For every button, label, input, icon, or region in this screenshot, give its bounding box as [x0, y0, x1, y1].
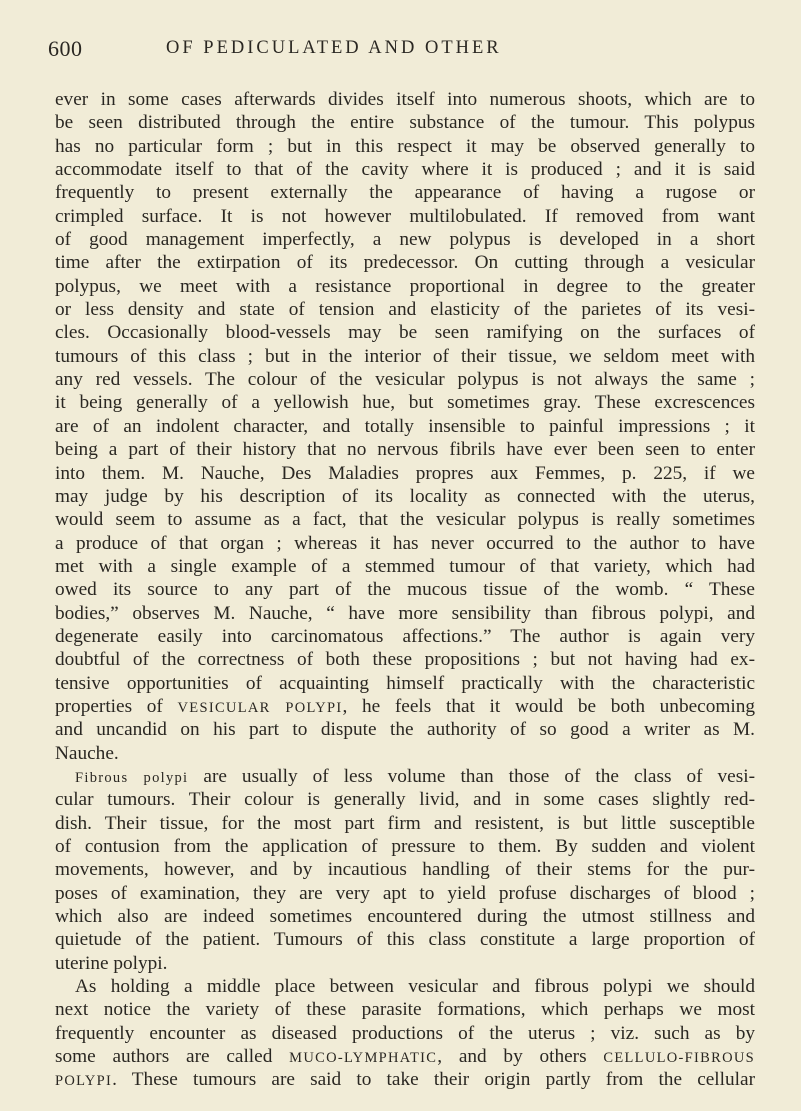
text-line [55, 882, 755, 905]
text-segment: cular tumours. Their colour is generally livid, and in some cases slightly red- [55, 789, 755, 811]
text-segment: quietude of the patient. Tumours of this class constitute a large proportion of [55, 929, 755, 951]
text-segment: are of an indolent character, and totally insensible to painful impressions ; it [55, 415, 755, 437]
text-segment: or less density and state of tension and elasticity of the parietes of its vesi- [55, 299, 755, 321]
text-segment: some authors are called [55, 1046, 290, 1068]
text-line [55, 345, 755, 368]
text-line [55, 998, 755, 1021]
text-line [55, 368, 755, 391]
text-segment: properties of [55, 695, 178, 717]
text-segment: poses of examination, they are very apt to yield profuse discharges of blood ; [55, 882, 755, 904]
text-line [55, 555, 755, 578]
text-line [55, 1045, 755, 1068]
text-line [55, 1022, 755, 1045]
text-segment: it being generally of a yellowish hue, but sometimes gray. These excrescences [55, 392, 755, 414]
text-segment: and uncandid on his part to dispute the authority of so good a writer as M. [55, 719, 755, 741]
text-line [55, 88, 755, 111]
text-line [55, 298, 755, 321]
text-segment: crimpled surface. It is not however multilobulated. If removed from want [55, 205, 755, 227]
text-segment: tensive opportunities of acquainting himself practically with the characteristic [55, 672, 755, 694]
text-segment: bodies,” observes M. Nauche, “ have more sensibility than fibrous polypi, and [55, 602, 755, 624]
text-line [55, 858, 755, 881]
text-line [55, 695, 755, 718]
text-line [55, 625, 755, 648]
text-line [55, 765, 755, 788]
text-line [55, 928, 755, 951]
small-caps-term: CELLULO-FIBROUS [603, 1050, 755, 1067]
text-line [55, 111, 755, 134]
text-segment: next notice the variety of these parasite formations, which perhaps we most [55, 999, 755, 1021]
text-line [55, 532, 755, 555]
text-segment: frequently to present externally the appearance of having a rugose or [55, 182, 755, 204]
text-segment: being a part of their history that no nervous fibrils have ever been seen to enter [55, 439, 755, 461]
text-line [55, 672, 755, 695]
running-title: OF PEDICULATED AND OTHER [166, 38, 502, 58]
text-segment: frequently encounter as diseased productions of the uterus ; viz. such as by [55, 1022, 755, 1044]
text-segment: , and by others [437, 1046, 604, 1068]
text-segment: As holding a middle place between vesicular and fibrous polypi we should [75, 976, 755, 998]
text-segment: has no particular form ; but in this respect it may be observed generally to [55, 135, 755, 157]
text-segment: uterine polypi. [55, 952, 168, 974]
text-line [55, 158, 755, 181]
text-segment: would seem to assume as a fact, that the vesicular polypus is really sometimes [55, 509, 755, 531]
text-line [55, 648, 755, 671]
text-segment: degenerate easily into carcinomatous affections.” The author is again very [55, 625, 755, 647]
text-line [55, 812, 755, 835]
small-caps-term: Fibrous polypi [75, 769, 189, 786]
text-segment: are usually of less volume than those of the class of vesi- [188, 765, 755, 787]
text-line [55, 321, 755, 344]
text-line [55, 415, 755, 438]
text-line [55, 905, 755, 928]
text-line [55, 251, 755, 274]
small-caps-term: POLYPI [55, 1073, 113, 1090]
small-caps-term: MUCO-LYMPHATIC [289, 1050, 438, 1067]
text-segment: movements, however, and by incautious handling of their stems for the pur- [55, 859, 755, 881]
text-line [55, 228, 755, 251]
text-line [55, 835, 755, 858]
text-line [55, 391, 755, 414]
running-head [48, 36, 755, 66]
text-segment: dish. Their tissue, for the most part firm and resistent, is but little susceptible [55, 812, 755, 834]
text-segment: ever in some cases afterwards divides itself into numerous shoots, which are to [55, 89, 755, 110]
text-line [55, 1068, 755, 1091]
text-line [55, 135, 755, 158]
text-segment: time after the extirpation of its predecessor. On cutting through a vesicular [55, 252, 755, 274]
text-line [55, 485, 755, 508]
text-line [55, 578, 755, 601]
text-line [55, 462, 755, 485]
text-segment: owed its source to any part of the mucous tissue of the womb. “ These [55, 579, 755, 601]
text-segment: cles. Occasionally blood-vessels may be seen ramifying on the surfaces of [55, 322, 755, 344]
text-segment: accommodate itself to that of the cavity where it is produced ; and it is said [55, 159, 755, 181]
text-segment: . These tumours are said to take their origin partly from the cellular [112, 1069, 755, 1091]
text-line [55, 602, 755, 625]
text-segment: tumours of this class ; but in the interior of their tissue, we seldom meet with [55, 345, 755, 367]
text-line [55, 205, 755, 228]
small-caps-term: VESICULAR POLYPI [177, 699, 343, 716]
text-segment: Nauche. [55, 742, 119, 764]
text-segment: may judge by his description of its locality as connected with the uterus, [55, 485, 755, 507]
text-segment: a produce of that organ ; whereas it has never occurred to the author to have [55, 532, 755, 554]
text-segment: of good management imperfectly, a new polypus is developed in a short [55, 229, 755, 251]
text-segment: into them. M. Nauche, Des Maladies propres aux Femmes, p. 225, if we [55, 462, 755, 484]
text-segment: which also are indeed sometimes encountered during the utmost stillness and [55, 906, 755, 928]
text-segment: of contusion from the application of pressure to them. By sudden and violent [55, 836, 755, 857]
text-segment: be seen distributed through the entire substance of the tumour. This polypus [55, 112, 755, 134]
text-segment: doubtful of the correctness of both these propositions ; but not having had ex- [55, 649, 755, 671]
text-line [55, 718, 755, 741]
text-line [55, 508, 755, 531]
text-line [55, 975, 755, 998]
page-number: 600 [48, 36, 83, 61]
text-segment: met with a single example of a stemmed tumour of that variety, which had [55, 555, 755, 577]
text-line [55, 742, 755, 765]
text-segment: polypus, we meet with a resistance proportional in degree to the greater [55, 275, 755, 297]
text-segment: , he feels that it would be both unbecoming [342, 695, 755, 717]
text-line [55, 438, 755, 461]
body-text [55, 88, 755, 1092]
text-line [55, 275, 755, 298]
text-segment: any red vessels. The colour of the vesicular polypus is not always the same ; [55, 369, 755, 391]
text-line [55, 788, 755, 811]
text-line [55, 952, 755, 975]
text-line [55, 181, 755, 204]
